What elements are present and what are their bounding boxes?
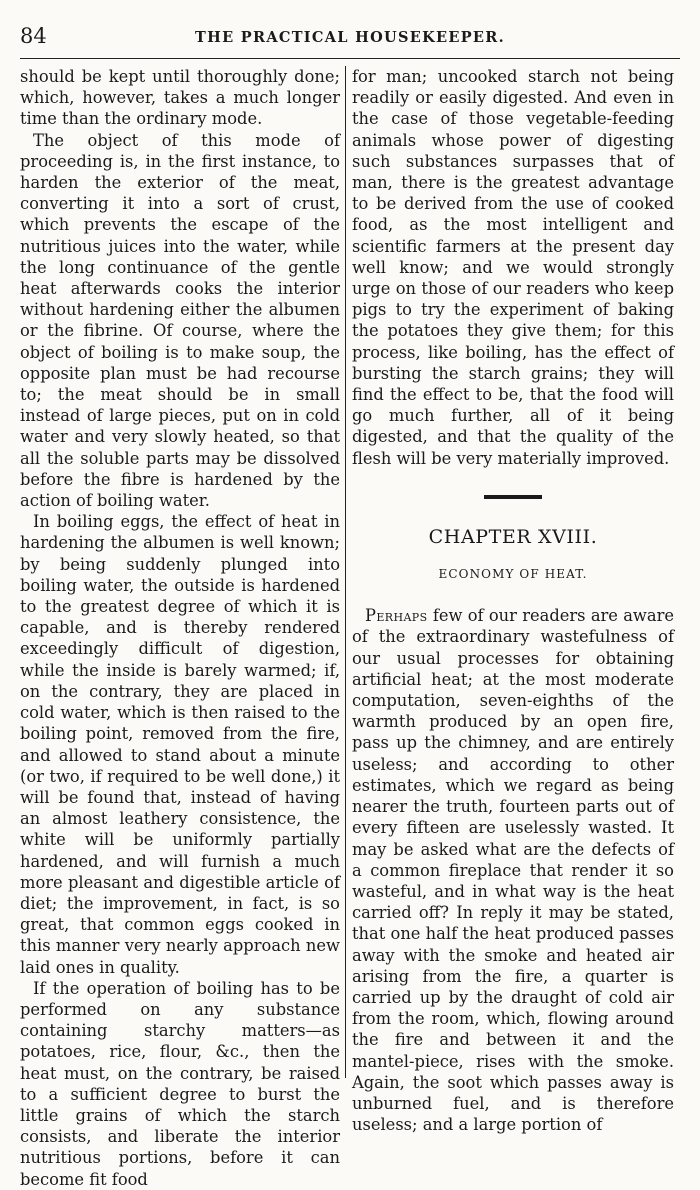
- running-title: THE PRACTICAL HOUSEKEEPER.: [194, 29, 505, 46]
- left-column: [20, 66, 340, 1190]
- right-paragraph-1: for man; uncooked starch not being readily or easily digested. And even in the case of those vegetable-feeding animals whose power of digesting such substances surpasses that of man, there is the greatest advantage to be derived from the use of cooked food, as the most intelligent and scientific farmers at the present day well know; and we would strongly urge on those of our readers who keep pigs to try the experiment of baking the potatoes they give them; for this process, like boiling, has the effect of bursting the starch grains; they will find the effect to be, that the food will go much further, all of it being digested, and that the quality of the flesh will be very materially improved.: [352, 67, 674, 468]
- page-number: 84: [20, 24, 47, 48]
- chapter-subtitle: ECONOMY OF HEAT.: [438, 567, 588, 582]
- right-paragraph-2: [352, 605, 674, 1135]
- column-divider: [345, 66, 346, 1078]
- chapter-title: CHAPTER XVIII.: [428, 525, 598, 548]
- left-paragraph-2: The object of this mode of proceeding is, in the first instance, to harden the exterior of the meat, converting it into a sort of crust, which prevents the escape of the nutritious juices into the water, while the long continuance of the gentle heat afterwards cooks the interior without hardening either the albumen or the fibrine. Of course, where the object of boiling is to make soup, the opposite plan must be had recourse to; the meat should be in small instead of large pieces, put on in cold water and very slowly heated, so that all the soluble parts may be dissolved before the fibre is hardened by the action of boiling water.: [20, 130, 340, 511]
- right-paragraph-2-text: few of our readers are aware of the extraordinary wastefulness of our usual processes for obtaining artificial heat; at the most moderate computation, seven-eighths of the warmth produced by an open fire, pass up the chimney, and are entirely useless; and according to other estimates, which we regard as being nearer the truth, fourteen parts out of every fifteen are uselessly wasted. It may be asked what are the defects of a common fireplace that render it so wasteful, and in what way is the heat carried off? In reply it may be stated, that one half the heat produced passes away with the smoke and heated air arising from the fire, a quarter is carried up by the draught of cold air from the room, which, flowing around the fire and between it and the mantel-piece, rises with the smoke. Again, the soot which passes away is unburned fuel, and is therefore useless; and a large portion of: [352, 606, 674, 1135]
- header-rule: [20, 58, 680, 59]
- left-paragraph-1: should be kept until thoroughly done; which, however, takes a much longer time than the ordinary mode.: [20, 67, 340, 129]
- page-header: [20, 24, 680, 52]
- right-column: [352, 66, 674, 1135]
- section-ornament-rule: [484, 495, 542, 499]
- left-paragraph-3: In boiling eggs, the effect of heat in hardening the albumen is well known; by being suddenly plunged into boiling water, the outside is hardened to the greatest degree of which it is capable, and is thereby rendered exceedingly difficult of digestion, while the inside is barely warmed; if, on the contrary, they are placed in cold water, which is then raised to the boiling point, removed from the fire, and allowed to stand about a minute (or two, if required to be well done,) it will be found that, instead of having an almost leathery consistence, the white will be uniformly partially hardened, and will furnish a much more pleasant and digestible article of diet; the improvement, in fact, is so great, that common eggs cooked in this manner very nearly approach new laid ones in quality.: [20, 512, 340, 977]
- paragraph-lead-word: Perhaps: [365, 606, 428, 626]
- left-paragraph-4: If the operation of boiling has to be performed on any substance containing starchy matters—as potatoes, rice, flour, &c., then the heat must, on the contrary, be raised to a sufficient degree to burst the little grains of which the starch consists, and liberate the interior nutritious portions, before it can become fit food: [20, 978, 340, 1189]
